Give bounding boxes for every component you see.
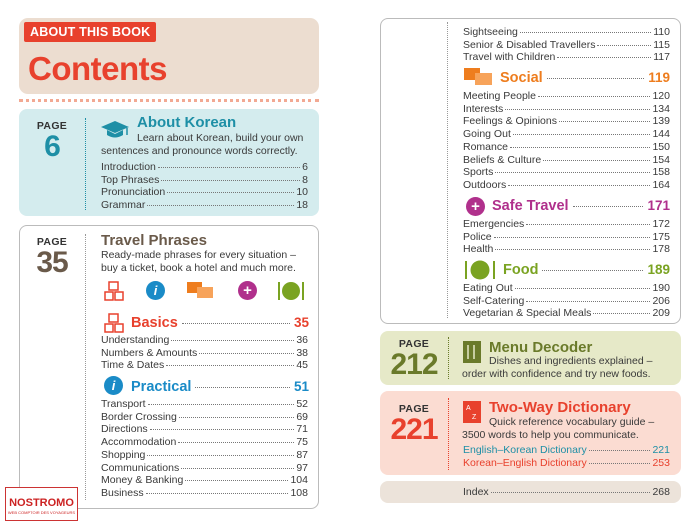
dict-desc-2: 3500 words to help you communicate. <box>462 429 639 441</box>
toc-row-page: 45 <box>296 359 308 372</box>
dict-desc-1: Quick reference vocabulary guide – <box>489 416 655 428</box>
section-badge: ABOUT THIS BOOK <box>24 22 156 42</box>
about-title[interactable]: About Korean <box>137 114 237 131</box>
toc-row-label: Going Out <box>463 128 511 141</box>
info-icon: i <box>146 281 165 300</box>
toc-row[interactable] <box>463 243 670 256</box>
toc-row-label: Border Crossing <box>101 410 177 423</box>
toc-row-label: English–Korean Dictionary <box>463 444 587 456</box>
social-heading[interactable] <box>500 70 670 88</box>
speech-icon <box>186 281 214 301</box>
divider <box>19 99 319 102</box>
toc-row-page: 175 <box>652 230 670 243</box>
travel-desc-2: buy a ticket, book a hotel and much more. <box>101 262 296 274</box>
toc-row-page: 172 <box>652 218 670 230</box>
toc-row-page: 158 <box>652 166 670 179</box>
toc-row[interactable] <box>463 307 670 320</box>
travel-desc-1: Ready-made phrases for every situation – <box>101 249 296 261</box>
practical-page: 51 <box>293 379 309 394</box>
toc-row-page: 110 <box>653 26 670 38</box>
toc-row-page: 115 <box>653 38 670 51</box>
toc-row[interactable] <box>463 282 670 295</box>
food-title: Food <box>503 262 539 278</box>
toc-row-label: Korean–English Dictionary <box>463 456 587 469</box>
practical-title: Practical <box>131 379 192 395</box>
toc-row[interactable] <box>101 199 308 212</box>
toc-row-label: Understanding <box>101 334 170 346</box>
svg-text:Z: Z <box>472 414 477 421</box>
toc-row[interactable] <box>101 423 308 436</box>
toc-row-page: 10 <box>296 186 308 199</box>
toc-row[interactable] <box>101 474 308 487</box>
menu-title[interactable]: Menu Decoder <box>489 339 593 356</box>
toc-row-label: Money & Banking <box>101 474 184 487</box>
toc-row-page: 108 <box>290 486 308 499</box>
toc-row-page: 87 <box>296 448 308 461</box>
toc-row[interactable] <box>101 161 308 174</box>
toc-row-page: 52 <box>296 398 308 410</box>
toc-row-page: 209 <box>652 307 670 320</box>
toc-row-label: Senior & Disabled Travellers <box>463 38 596 51</box>
toc-row[interactable] <box>101 359 308 372</box>
basics-icon <box>104 281 124 301</box>
nostromo-logo: NOSTROMO WEB COMPTOIR DES VOYAGEURS <box>5 487 78 521</box>
toc-row-label: Emergencies <box>463 218 525 230</box>
toc-row-label: Grammar <box>101 199 146 212</box>
food-icon <box>276 280 306 302</box>
toc-row-label: Transport <box>101 398 146 410</box>
toc-row-page: 253 <box>652 456 670 469</box>
basics-page: 35 <box>293 315 309 330</box>
dict-title[interactable]: Two-Way Dictionary <box>489 399 631 416</box>
basics-title: Basics <box>131 315 178 331</box>
toc-row[interactable] <box>463 128 670 141</box>
travel-title[interactable]: Travel Phrases <box>101 232 207 249</box>
toc-row[interactable] <box>463 231 670 244</box>
toc-row[interactable] <box>463 218 670 231</box>
toc-row-label: Self-Catering <box>463 294 525 307</box>
toc-row-page: 18 <box>296 199 308 212</box>
toc-row-label: Feelings & Opinions <box>463 115 557 128</box>
toc-row-page: 154 <box>652 153 670 166</box>
toc-row-page: 120 <box>652 90 670 102</box>
toc-row[interactable] <box>463 295 670 308</box>
travel-page-label: PAGE 35 <box>36 236 68 279</box>
index-label: Index <box>463 486 489 498</box>
toc-row[interactable] <box>101 186 308 199</box>
toc-row[interactable] <box>101 347 308 360</box>
toc-row-label: Shopping <box>101 448 146 461</box>
toc-row-page: 150 <box>652 140 670 153</box>
toc-row-label: Romance <box>463 140 508 153</box>
toc-row[interactable] <box>101 411 308 424</box>
toc-row-label: Introduction <box>101 161 156 173</box>
about-divider <box>85 118 86 210</box>
toc-row-page: 75 <box>296 436 308 449</box>
menu-desc-1: Dishes and ingredients explained – <box>489 355 653 367</box>
social-page: 119 <box>648 70 670 85</box>
toc-row-label: Sightseeing <box>463 26 518 38</box>
toc-row-label: Travel with Children <box>463 51 556 64</box>
toc-row-label: Accommodation <box>101 436 177 449</box>
plus-icon: + <box>238 281 257 300</box>
toc-row[interactable] <box>463 141 670 154</box>
practical-info-icon: i <box>104 376 123 395</box>
first-aid-icon: + <box>466 197 485 216</box>
toc-row-page: 178 <box>652 243 670 256</box>
toc-row-page: 206 <box>652 294 670 307</box>
toc-row-label: Communications <box>101 461 180 474</box>
plate-icon <box>463 259 497 281</box>
toc-row[interactable] <box>101 398 308 411</box>
toc-row-label: Sports <box>463 166 494 179</box>
toc-row-page: 221 <box>652 444 670 456</box>
toc-row[interactable] <box>101 174 308 187</box>
svg-text:A: A <box>466 405 471 412</box>
toc-row-page: 71 <box>296 423 308 436</box>
safe-heading[interactable] <box>492 198 670 216</box>
safe-page: 171 <box>647 198 670 213</box>
toc-row[interactable] <box>463 90 670 103</box>
toc-row-page: 104 <box>290 474 308 487</box>
about-desc-1: Learn about Korean, build your own <box>137 132 304 144</box>
toc-row-page: 117 <box>653 51 670 64</box>
toc-row-page: 134 <box>652 102 670 115</box>
toc-row[interactable] <box>101 334 308 347</box>
toc-row-label: Top Phrases <box>101 173 160 186</box>
toc-row[interactable] <box>101 449 308 462</box>
menu-page-label: PAGE 212 <box>390 338 438 381</box>
toc-row-label: Time & Dates <box>101 359 165 372</box>
menu-desc-2: order with confidence and try new foods. <box>462 368 651 380</box>
toc-row-page: 97 <box>296 461 308 474</box>
toc-row-page: 6 <box>302 161 308 173</box>
toc-row-label: Interests <box>463 102 504 115</box>
toc-row-label: Beliefs & Culture <box>463 153 542 166</box>
toc-row-label: Meeting People <box>463 90 536 102</box>
toc-row-label: Directions <box>101 423 148 436</box>
toc-row[interactable] <box>463 166 670 179</box>
food-heading[interactable] <box>503 262 670 280</box>
toc-row-label: Police <box>463 230 492 243</box>
toc-row[interactable] <box>463 457 670 470</box>
basics-section-icon <box>104 313 124 333</box>
graduation-cap-icon <box>100 120 130 140</box>
toc-row[interactable] <box>463 39 670 52</box>
toc-row-label: Numbers & Amounts <box>101 346 198 359</box>
toc-row-page: 190 <box>652 282 670 294</box>
toc-row-page: 38 <box>296 346 308 359</box>
toc-row[interactable] <box>463 51 670 64</box>
index-page: 268 <box>652 486 670 498</box>
toc-row[interactable] <box>463 103 670 116</box>
toc-row[interactable] <box>101 436 308 449</box>
practical-heading[interactable] <box>131 379 309 397</box>
toc-row-page: 144 <box>652 128 670 141</box>
toc-row-page: 164 <box>652 178 670 191</box>
safe-title: Safe Travel <box>492 198 569 214</box>
toc-row-page: 36 <box>296 334 308 346</box>
about-page-label: PAGE 6 <box>36 120 68 163</box>
toc-row-label: Vegetarian & Special Meals <box>463 307 592 320</box>
dict-divider <box>448 398 449 470</box>
toc-row-page: 8 <box>302 173 308 186</box>
speech-bubbles-icon <box>463 67 493 87</box>
food-page: 189 <box>647 262 670 277</box>
toc-row-label: Eating Out <box>463 282 513 294</box>
menu-book-icon <box>462 340 482 364</box>
toc-row[interactable] <box>463 179 670 192</box>
index-row[interactable] <box>463 486 670 499</box>
dictionary-icon <box>462 400 482 424</box>
toc-row[interactable] <box>463 444 670 457</box>
toc-row[interactable] <box>463 154 670 167</box>
toc-row[interactable] <box>101 462 308 475</box>
travel-divider <box>85 234 86 500</box>
toc-row-page: 139 <box>652 115 670 128</box>
toc-row[interactable] <box>463 115 670 128</box>
dict-page-label: PAGE 221 <box>390 403 438 446</box>
toc-row[interactable] <box>101 487 308 500</box>
about-desc-2: sentences and pronounce words correctly. <box>101 145 298 157</box>
basics-heading[interactable] <box>131 315 309 333</box>
social-title: Social <box>500 70 543 86</box>
toc-row[interactable] <box>463 26 670 39</box>
right-divider <box>447 22 448 318</box>
page-title: Contents <box>28 50 167 87</box>
toc-row-page: 69 <box>296 410 308 423</box>
toc-row-label: Business <box>101 486 144 499</box>
toc-row-label: Outdoors <box>463 178 507 191</box>
toc-row-label: Health <box>463 243 494 256</box>
toc-row-label: Pronunciation <box>101 186 166 199</box>
menu-divider <box>448 337 449 379</box>
